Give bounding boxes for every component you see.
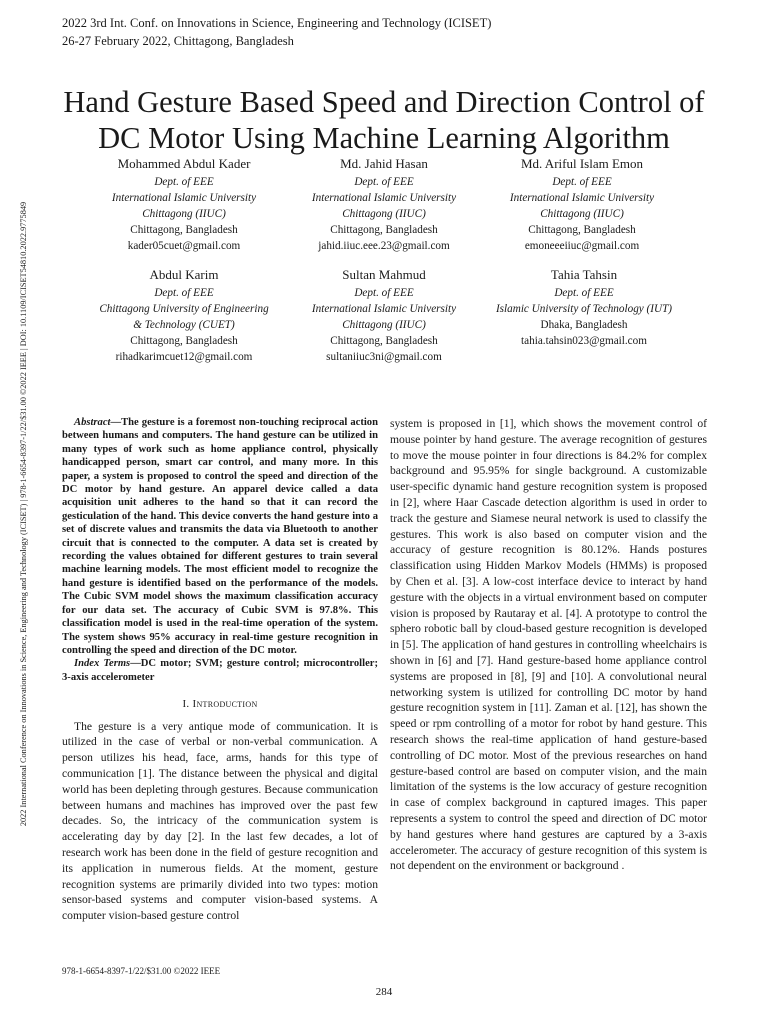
author-location: Chittagong, Bangladesh (130, 224, 238, 236)
author-name: Tahia Tahsin (550, 267, 618, 282)
index-terms (62, 657, 378, 684)
left-column (62, 416, 378, 924)
section-number: I. (182, 698, 193, 711)
author-affiliation: & Technology (CUET) (133, 319, 235, 331)
author-email: sultaniiuc3ni@gmail.com (326, 351, 442, 363)
author-dept: Dept. of EEE (154, 176, 214, 188)
author-email: kader05cuet@gmail.com (127, 240, 241, 252)
author-affiliation: Chittagong (IIUC) (342, 319, 426, 331)
abstract (62, 416, 378, 657)
author-dept: Dept. of EEE (552, 176, 612, 188)
index-terms-text: —DC motor; SVM; gesture control; microcontroller; 3-axis accelerometer (62, 658, 378, 683)
paper-title: Hand Gesture Based Speed and Direction Control of DC Motor Using Machine Learning Algorithm (63, 85, 705, 156)
section-heading (62, 698, 378, 711)
author-dept: Dept. of EEE (154, 287, 214, 299)
conference-date: 26-27 February 2022, Chittagong, Bangladesh (62, 34, 294, 48)
author-location: Chittagong, Bangladesh (130, 335, 238, 347)
doi-side-text: 2022 International Conference on Innovations in Science, Engineering and Technology (ICISET) | 978-1-6654-8397-1/22/$31.00 ©2022 IEEE | DOI: 10.1109/ICISET54810.2022.9775849 (19, 201, 28, 827)
author-location: Chittagong, Bangladesh (330, 224, 438, 236)
author-affiliation: Chittagong University of Engineering (99, 303, 269, 315)
author-location: Chittagong, Bangladesh (330, 335, 438, 347)
index-terms-label: Index Terms (74, 658, 131, 670)
footer-copyright: 978-1-6654-8397-1/22/$31.00 ©2022 IEEE (62, 966, 221, 976)
page-number: 284 (375, 986, 393, 998)
author-dept: Dept. of EEE (354, 176, 414, 188)
abstract-label: Abstract (74, 417, 111, 428)
author-block (64, 266, 304, 365)
author-block (274, 266, 494, 365)
author-name: Md. Ariful Islam Emon (520, 156, 644, 171)
author-name: Sultan Mahmud (342, 267, 426, 282)
author-block (474, 266, 694, 349)
author-affiliation: Chittagong (IIUC) (540, 208, 624, 220)
doi-side-strip (6, 124, 36, 904)
abstract-text: —The gesture is a foremost non-touching reciprocal action between humans and computers. The hand gesture can be utilized in many types of work such as home appliance control, physically handicapped person, smart car control, and many more. In this paper, a system is proposed to control the speed and direction of the DC motor by hand gesture. An apparel device called a data acquisition unit adheres to the hand so that it can record the gesticulation of the hand. This device converts the hand gesture into a set of discrete values and transmits the data via Bluetooth to another circuit that is connected to the computer. A data set is created by recording the values obtained for different gestures to train several machine learning models. The most efficient model to recognize the hand gesture is identified based on the performance of the models. The Cubic SVM model shows the maximum classification accuracy for our data set. The accuracy of Cubic SVM is 97.8%. This classification model is used in the real-time operation of the system. The system shows 95% accuracy in real-time gesture recognition in controlling the speed and direction of the DC motor. (62, 417, 378, 656)
author-affiliation: International Islamic University (509, 192, 655, 204)
right-column-paragraph: system is proposed in [1], which shows the movement control of mouse pointer by hand gesture. The average recognition of gestures to move the mouse pointer in four directions is 84.2% for complex background and 95.95% for single background. A customizable user-specific dynamic hand gesture recognition system is proposed in [2], where Haar Cascade detection algorithm is used in order to track the gesture and Siamese neural network is used to classify the gestures. This work is also based on computer vision and the accuracy of gesture recognition is 80.12%. Hands postures classification using Hidden Markov Models (HMMs) is proposed by Chen et al. [3]. A low-cost interface device to interact by hand gesture with the objects in a virtual environment based on computer vision is proposed by Rautaray et al. [4]. A prototype to control the sphero robotic ball by cloud-based gesture recognition is developed in [5]. The application of hand gestures in controlling wheelchairs is shown in [6] and [7]. Hand gesture-based home appliance control systems are proposed in [8], [9] and [10]. A convolutional neural networking system is utilized for controlling DC motor by hand gesture recognition system in [11]. Zaman et al. [12], has shown the speed or rpm controlling of a motor for robot by hand gesture. This research shows the real-time application of hand gesture-based controlling of DC motor. Most of the previous researches on hand gesture-based control are based on computer vision, and the main limitation of the systems is the low accuracy of gesture recognition in case of complex background in captured images. This paper represents a system to control the speed and direction of DC motor by hand gestures where hand gestures are captured by a 3-axis accelerometer. The accuracy of gesture recognition of this system is not dependent on the environment or background . (390, 417, 707, 873)
author-dept: Dept. of EEE (354, 287, 414, 299)
author-dept: Dept. of EEE (554, 287, 614, 299)
author-block (274, 155, 494, 254)
author-email: tahia.tahsin023@gmail.com (521, 335, 647, 347)
author-name: Abdul Karim (149, 267, 219, 282)
author-name: Md. Jahid Hasan (340, 156, 428, 171)
author-affiliation: Chittagong (IIUC) (142, 208, 226, 220)
author-affiliation: Chittagong (IIUC) (342, 208, 426, 220)
author-affiliation: Islamic University of Technology (IUT) (495, 303, 673, 315)
author-block (472, 155, 692, 254)
author-name: Mohammed Abdul Kader (117, 156, 251, 171)
author-email: jahid.iiuc.eee.23@gmail.com (318, 240, 450, 252)
author-location: Chittagong, Bangladesh (528, 224, 636, 236)
author-location: Dhaka, Bangladesh (540, 319, 628, 331)
conference-header (62, 14, 491, 50)
author-email: rihadkarimcuet12@gmail.com (115, 351, 253, 363)
author-affiliation: International Islamic University (111, 192, 257, 204)
section-title: Introduction (192, 698, 258, 711)
intro-paragraph: The gesture is a very antique mode of communication. It is utilized in the case of verbal or non-verbal communication. A person utilizes his head, face, arms, hands for this type of communication [1]. The distance between the physical and digital world has been depleting through gestures. Because communication between humans and machines has improved over the past few decades. So, the intricacy of the communication system is accelerating day by day [2]. In the last few decades, a lot of research work has been done in the field of gesture recognition and its application in numerous fields. At the moment, gesture recognition systems are primarily divided into two types: motion sensor-based systems and computer vision-based systems. A computer vision-based gesture control (62, 719, 378, 923)
author-affiliation: International Islamic University (311, 303, 457, 315)
author-email: emoneeeiiuc@gmail.com (524, 240, 640, 252)
conference-line: 2022 3rd Int. Conf. on Innovations in Science, Engineering and Technology (ICISET) (62, 16, 492, 30)
author-affiliation: International Islamic University (311, 192, 457, 204)
author-block (74, 155, 294, 254)
